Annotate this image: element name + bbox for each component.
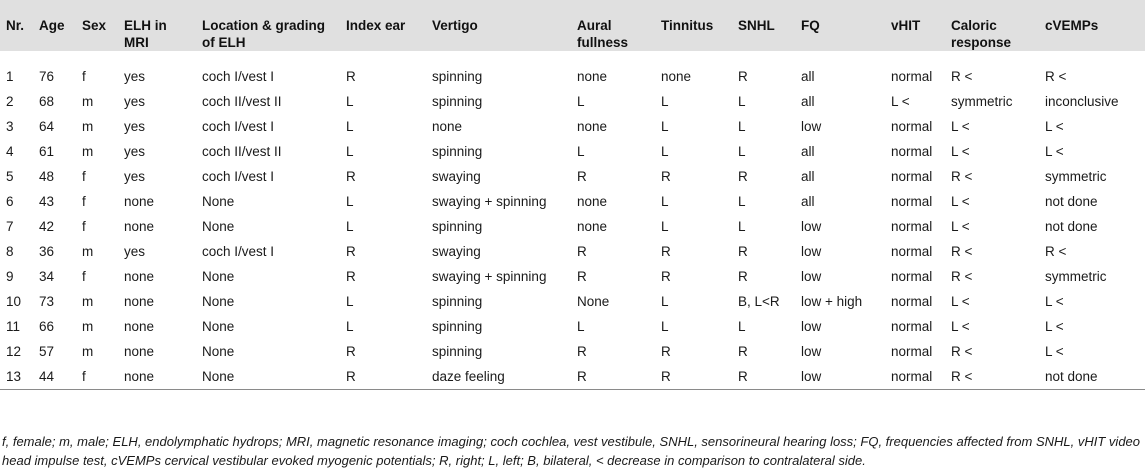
table-cell: 44 [33,364,76,390]
table-row [0,364,1145,390]
table-cell: low [801,244,822,259]
table-row [0,214,1145,239]
table-cell: None [202,269,235,284]
table-cell: all [801,169,815,184]
table-cell: normal [891,69,933,84]
table-cell: all [801,194,815,209]
table-cell: symmetric [951,94,1013,109]
table-cell: L < [951,219,970,234]
table-cell: none [577,194,608,209]
column-header: Sex [82,18,107,33]
table-cell: low [801,344,822,359]
table-cell: 5 [6,169,14,184]
table-cell: swaying + spinning [432,194,547,209]
table-cell: normal [891,244,933,259]
table-cell: R [738,344,748,359]
table-cell: None [202,194,235,209]
column-header: Tinnitus [661,18,714,33]
table-cell: spinning [432,294,483,309]
table-cell: R < [945,364,1039,390]
table-cell: R [738,169,748,184]
table-cell: 43 [39,194,55,209]
table-cell: None [202,219,235,234]
table-row [0,339,1145,364]
table-header-row [0,0,1145,51]
column-header: Vertigo [432,18,478,33]
table-cell: 7 [6,219,14,234]
column-header: Aural fullness [577,18,629,50]
table-cell: none [432,119,463,134]
column-header: Location & grading of ELH [202,18,325,50]
table-cell: none [577,219,608,234]
table-cell: L < [951,194,970,209]
table-cell: R [738,244,748,259]
table-cell: yes [124,69,146,84]
table-cell: normal [891,344,933,359]
table-cell: f [76,364,118,390]
table-cell: L [661,194,669,209]
table-cell: none [124,294,155,309]
table-cell: L < [951,119,970,134]
table-cell: yes [124,244,146,259]
table-cell: L < [1045,294,1064,309]
table-cell: not done [1045,219,1098,234]
table-cell: 34 [39,269,55,284]
table-cell: normal [891,219,933,234]
table-body [0,51,1145,390]
table-cell: R [346,244,356,259]
table-cell: L [346,319,354,334]
table-cell: not done [1045,194,1098,209]
table-cell: L [738,319,746,334]
table-cell: R [577,244,587,259]
table-cell: None [202,344,235,359]
table-cell: B, L<R [738,294,780,309]
table-cell: 6 [6,194,14,209]
table-row [0,289,1145,314]
table-cell: 76 [39,69,55,84]
table-row [0,314,1145,339]
table-cell: 10 [6,294,22,309]
table-cell: L [738,94,746,109]
table-cell: R [655,364,732,390]
table-cell: f [82,194,86,209]
table-cell: coch I/vest I [202,244,275,259]
table-cell: none [577,69,608,84]
table-cell: L < [951,294,970,309]
table-cell: 2 [6,94,14,109]
table-row [0,239,1145,264]
table-cell: R < [951,69,973,84]
table-cell: None [202,319,235,334]
table-cell: 68 [39,94,55,109]
table-cell: R < [951,244,973,259]
table-cell: f [82,69,86,84]
table-cell: R [577,169,587,184]
table-cell: L < [1045,144,1064,159]
table-row [0,89,1145,114]
table-cell: 73 [39,294,55,309]
table-cell: L [346,94,354,109]
table-cell: spinning [432,319,483,334]
table-cell: R [346,169,356,184]
table-cell: 9 [6,269,14,284]
table-cell: none [124,219,155,234]
table-cell: L [738,144,746,159]
table-cell: L [661,219,669,234]
table-cell: 1 [6,69,14,84]
table-cell: f [82,169,86,184]
table-cell: m [82,244,94,259]
table-cell: all [801,69,815,84]
table-cell: normal [891,194,933,209]
table-cell: low [801,319,822,334]
table-cell: inconclusive [1045,94,1119,109]
table-cell: 36 [39,244,55,259]
column-header: Nr. [6,18,25,33]
table-cell: spinning [432,144,483,159]
table-cell: none [118,364,196,390]
table-cell: low [801,119,822,134]
table-cell: none [124,344,155,359]
table-cell: 3 [6,119,14,134]
table-cell: coch I/vest I [202,119,275,134]
table-cell: coch II/vest II [202,144,282,159]
table-cell: normal [891,294,933,309]
table-cell: 13 [0,364,33,390]
table-row [0,189,1145,214]
table-spacer-cell [0,51,1145,64]
table-cell: R [346,69,356,84]
table-cell: R [577,344,587,359]
table-cell: m [82,319,94,334]
table-cell: L [577,94,585,109]
table-cell: L [577,319,585,334]
table-cell: 8 [6,244,14,259]
table-cell: normal [891,119,933,134]
table-cell: m [82,144,94,159]
table-cell: R < [1045,244,1067,259]
table-cell: yes [124,94,146,109]
table-cell: R [661,244,671,259]
table-cell: spinning [432,69,483,84]
table-cell: L [738,219,746,234]
table-cell: spinning [432,344,483,359]
table-cell: R [661,169,671,184]
column-header: SNHL [738,18,775,33]
table-row [0,64,1145,89]
table-cell: R [577,269,587,284]
table-cell: L < [891,94,910,109]
table-cell: coch I/vest I [202,69,275,84]
table-cell: R [661,344,671,359]
table-cell: L < [951,319,970,334]
table-row [0,139,1145,164]
table-cell: L [346,194,354,209]
table-cell: R [738,69,748,84]
table-cell: normal [891,144,933,159]
column-header: cVEMPs [1045,18,1099,33]
table-cell: R [732,364,795,390]
table-cell: L < [1045,319,1064,334]
table-row [0,164,1145,189]
table-footnote: f, female; m, male; ELH, endolymphatic hydrops; MRI, magnetic resonance imaging; coch cochlea, vest vestibule, SNHL, sensorineural hearing loss; FQ, frequencies affected from SNHL, vHIT video head impulse test, cVEMPs cervical vestibular evoked myogenic potentials; R, right; L, left; B, bilateral, < decrease in comparison to contralateral side. [2,434,1141,468]
table-cell: symmetric [1045,269,1107,284]
table-cell: swaying [432,244,481,259]
table-cell: 42 [39,219,55,234]
table-cell: normal [891,319,933,334]
table-cell: m [82,294,94,309]
table-cell: coch I/vest I [202,169,275,184]
column-header: ELH in MRI [124,18,167,50]
table-cell: normal [891,269,933,284]
table-cell: swaying [432,169,481,184]
table-cell: R < [951,269,973,284]
table-cell: R [346,269,356,284]
table-cell: R [738,269,748,284]
table-cell: R < [951,344,973,359]
table-cell: R [571,364,655,390]
table-cell: m [82,119,94,134]
table-cell: L [346,294,354,309]
table-cell: L < [1045,119,1064,134]
table-cell: low + high [801,294,863,309]
table-cell: spinning [432,94,483,109]
table-cell: low [801,269,822,284]
table-cell: L [346,219,354,234]
table-cell: 12 [6,344,22,359]
table-cell: coch II/vest II [202,94,282,109]
table-cell: normal [885,364,945,390]
table-cell: 64 [39,119,55,134]
table-cell: yes [124,169,146,184]
table-cell: L < [951,144,970,159]
table-cell: f [82,219,86,234]
table-spacer-row [0,51,1145,64]
table-cell: swaying + spinning [432,269,547,284]
table-cell: none [577,119,608,134]
table-cell: none [124,269,155,284]
table-cell: L [738,194,746,209]
table-cell: L [346,119,354,134]
table-cell: all [801,94,815,109]
table-cell: R [340,364,426,390]
table-cell: spinning [432,219,483,234]
table-cell: yes [124,144,146,159]
table-cell: None [577,294,610,309]
table-cell: low [795,364,885,390]
table-cell: 61 [39,144,55,159]
table-cell: L [661,319,669,334]
table-cell: 48 [39,169,55,184]
table-cell: 4 [6,144,14,159]
table-cell: symmetric [1045,169,1107,184]
table-cell: None [196,364,340,390]
table-cell: L < [1045,344,1064,359]
table-cell: none [124,319,155,334]
column-header: Index ear [346,18,406,33]
table-cell: None [202,294,235,309]
table-cell: L [661,119,669,134]
table-cell: L [346,144,354,159]
table-row [0,264,1145,289]
table-cell: R [661,269,671,284]
table-cell: m [82,344,94,359]
table-cell: 57 [39,344,55,359]
table-cell: low [801,219,822,234]
table-cell: daze feeling [426,364,571,390]
table-cell: all [801,144,815,159]
table-cell: yes [124,119,146,134]
table-cell: L [577,144,585,159]
table-cell: not done [1039,364,1145,390]
table-cell: L [661,294,669,309]
column-header: FQ [801,18,820,33]
column-header: Age [39,18,65,33]
table-row [0,114,1145,139]
table-cell: L [661,94,669,109]
table-cell: none [661,69,692,84]
table-cell: 66 [39,319,55,334]
table-cell: R < [951,169,973,184]
table-cell: none [124,194,155,209]
table-cell: normal [891,169,933,184]
table-cell: R < [1045,69,1067,84]
table-cell: f [82,269,86,284]
table-cell: L [738,119,746,134]
table-cell: m [82,94,94,109]
table-cell: 11 [6,319,21,334]
table-cell: L [661,144,669,159]
column-header: vHIT [891,18,921,33]
column-header: Caloric response [951,18,1012,50]
table-cell: R [346,344,356,359]
